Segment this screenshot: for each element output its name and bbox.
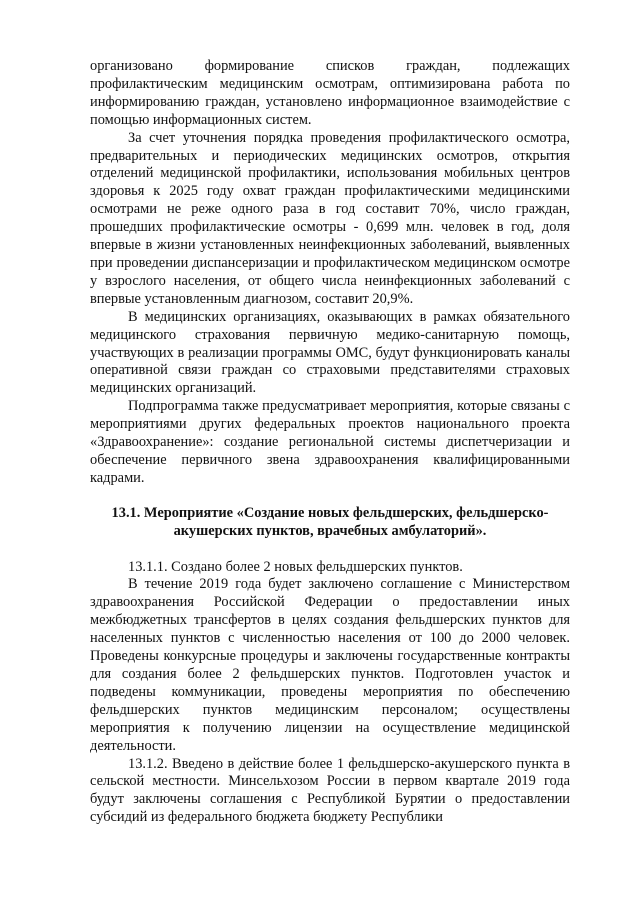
- paragraph-feldsher-points: В течение 2019 года будет заключено соглашение с Министерством здравоохранения Российской Федерации о предоставлении иных межбюджетных трансфертов в целях создания фельдшерских пунктов для населенных пунктов с численностью населения от 100 до 2000 человек. Проведены конкурсные процедуры и заключены государственные контракты для создания более 2 фельдшерских пунктов. Подготовлен участок и подведены коммуникации, проведены мероприятия по обеспечению фельдшерских пунктов медицинским персоналом; осуществлены мероприятия к получению лицензии на осуществление медицинской деятельности.: [90, 576, 570, 754]
- paragraph-subprogram: Подпрограмма также предусматривает мероприятия, которые связаны с мероприятиями других федеральных проектов национального проекта «Здравоохранение»: создание региональной системы диспетчеризации и обеспечение первичного звена здравоохранения квалифицированными кадрами.: [90, 398, 570, 486]
- paragraph-13-1-1: 13.1.1. Создано более 2 новых фельдшерских пунктов.: [128, 558, 463, 575]
- paragraph-intro-continuation: организовано формирование списков граждан, подлежащих профилактическим медицинским осмотрам, оптимизирована работа по информированию граждан, установлено информационное взаимодействие с помощью информационных систем.: [90, 58, 570, 128]
- paragraph-oms-channels: В медицинских организациях, оказывающих в рамках обязательного медицинского страхования первичную медико-санитарную помощь, участвующих в реализации программы ОМС, будут функционировать каналы оперативной связи граждан со страховыми представителями страховых медицинских организаций.: [90, 308, 570, 397]
- section-heading: 13.1. Мероприятие «Создание новых фельдшерских, фельдшерско-акушерских пунктов, врачебных амбулаторий».: [111, 504, 549, 539]
- document-page: [90, 58, 570, 827]
- paragraph-13-1-2: 13.1.2. Введено в действие более 1 фельдшерско-акушерского пункта в сельской местности. Минсельхозом России в первом квартале 2019 года будут заключены соглашения с Республикой Бурятии о предоставлении субсидий из федерального бюджета бюджету Республики: [90, 755, 570, 826]
- paragraph-preventive-exams: За счет уточнения порядка проведения профилактического осмотра, предварительных и периодических медицинских осмотров, открытия отделений медицинской профилактики, использования мобильных центров здоровья к 2025 году охват граждан профилактическими медицинскими осмотрами не реже одного раза в год составит 70%, число граждан, прошедших профилактические осмотры - 0,699 млн. человек в год, доля впервые в жизни установленных неинфекционных заболеваний, выявленных при проведении диспансеризации и профилактическом медицинском осмотре у взрослого населения, от общего числа неинфекционных заболеваний с впервые установленным диагнозом, составит 20,9%.: [90, 129, 570, 307]
